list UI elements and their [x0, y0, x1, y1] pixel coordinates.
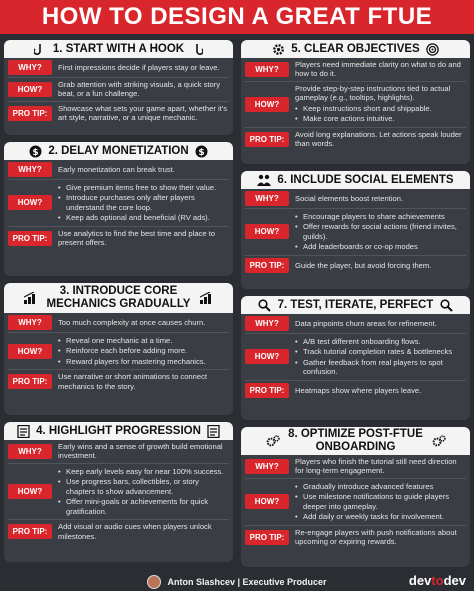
why-text: First impressions decide if players stay or leave.	[58, 62, 220, 72]
list-item: • Reveal one mechanic at a time.	[58, 336, 229, 345]
list-item: • Offer mini-goals or achievements for quick gratification.	[58, 497, 229, 516]
card-highlight-progression	[4, 422, 233, 562]
list-item: • Add daily or weekly tasks for involvement.	[295, 512, 466, 521]
how-row	[4, 464, 233, 519]
card-heading: 4. HIGHLIGHT PROGRESSION	[4, 422, 233, 440]
list-item: • Gradually introduce advanced features	[295, 482, 466, 491]
how-list	[58, 466, 229, 517]
pro-tip-row	[4, 227, 233, 250]
gears-icon	[266, 434, 280, 448]
list-item: • Track tutorial completion rates & bottlenecks	[295, 347, 466, 356]
target-icon	[426, 42, 440, 56]
card-heading: 5. CLEAR OBJECTIVES	[241, 40, 470, 58]
why-row	[4, 313, 233, 332]
card-test-iterate-perfect	[241, 296, 470, 420]
pro-tip-tag: PRO TIP:	[245, 383, 289, 398]
pro-tip-row	[241, 526, 470, 549]
pro-tip-text: Re-engage players with push notifications about upcoming or expiring rewards.	[295, 527, 457, 547]
how-list	[58, 335, 229, 367]
why-tag: WHY?	[245, 191, 289, 206]
how-list	[295, 211, 466, 253]
why-row	[241, 314, 470, 333]
pro-tip-tag: PRO TIP:	[8, 374, 52, 389]
dollar-icon	[195, 144, 209, 158]
left-column	[4, 40, 233, 569]
card-introduce-core-mechanics	[4, 283, 233, 415]
how-list	[295, 336, 466, 378]
why-row	[241, 189, 470, 208]
hook-icon	[33, 42, 47, 56]
why-tag: WHY?	[8, 315, 52, 330]
list-item: • Introduce purchases only after players understand the core loop.	[58, 193, 229, 212]
how-row	[241, 209, 470, 255]
pro-tip-text: Heatmaps show where players leave.	[295, 385, 422, 395]
pro-tip-text: Use narrative or short animations to connect mechanics to the story.	[58, 372, 207, 391]
footer	[0, 572, 474, 591]
card-heading: 1. START WITH A HOOK	[4, 40, 233, 58]
magnifier-icon	[258, 298, 272, 312]
svg-text:$: $	[32, 147, 39, 158]
list-item: • Reward players for mastering mechanics.	[58, 357, 229, 366]
list-item: • Reinforce each before adding more.	[58, 346, 229, 355]
gears-icon	[432, 434, 446, 448]
pro-tip-text: Avoid long explanations. Let actions speak louder than words.	[295, 129, 462, 149]
bar-chart-icon	[200, 291, 214, 305]
page-title: HOW TO DESIGN A GREAT FTUE	[41, 3, 433, 30]
how-list	[58, 182, 229, 224]
how-intro: Provide step-by-step instructions tied to actual gameplay (e.g., tooltips, highlights).	[295, 83, 451, 103]
pro-tip-tag: PRO TIP:	[245, 132, 289, 147]
pro-tip-tag: PRO TIP:	[245, 258, 289, 273]
brand-logo: devtodev	[408, 573, 466, 588]
list-item: • Keep ads optional and beneficial (RV ads).	[58, 213, 229, 222]
card-heading: 7. TEST, ITERATE, PERFECT	[241, 296, 470, 314]
how-row	[241, 334, 470, 380]
pro-tip-row	[241, 381, 470, 400]
pro-tip-tag: PRO TIP:	[8, 524, 52, 539]
how-tag: HOW?	[245, 97, 289, 112]
avatar	[147, 575, 161, 589]
list-item: • Add leaderboards or co-op modes	[295, 242, 466, 251]
why-text: Early monetization can break trust.	[58, 164, 175, 174]
dollar-icon	[28, 144, 42, 158]
list-item: • Use progress bars, collectibles, or story chapters to show advancement.	[58, 477, 229, 496]
how-tag: HOW?	[8, 484, 52, 499]
card-include-social-elements	[241, 171, 470, 289]
how-tag: HOW?	[8, 195, 52, 210]
why-row	[4, 160, 233, 179]
list-item: • Encourage players to share achievements	[295, 212, 466, 221]
how-row	[4, 180, 233, 226]
how-row	[4, 333, 233, 369]
people-icon	[257, 173, 271, 187]
pro-tip-row	[4, 370, 233, 393]
how-row	[241, 479, 470, 525]
pro-tip-row	[4, 520, 233, 543]
pro-tip-tag: PRO TIP:	[8, 106, 52, 121]
why-tag: WHY?	[8, 444, 52, 459]
hook-icon	[190, 42, 204, 56]
card-heading: 6. INCLUDE SOCIAL ELEMENTS	[241, 171, 470, 189]
list-item: • A/B test different onboarding flows.	[295, 337, 466, 346]
why-text: Early wins and a sense of growth build emotional investment.	[58, 442, 223, 461]
list-item: • Gather feedback from real players to spot confusion.	[295, 358, 466, 377]
how-tag: HOW?	[8, 82, 52, 97]
author-credit: Anton Slashcev | Executive Producer	[167, 576, 327, 587]
why-tag: WHY?	[245, 459, 289, 474]
card-delay-monetization	[4, 142, 233, 276]
why-text: Social elements boost retention.	[295, 193, 404, 203]
card-heading: 8. OPTIMIZE POST-FTUE ONBOARDING	[241, 427, 470, 455]
why-row	[241, 58, 470, 81]
right-column	[241, 40, 470, 574]
why-tag: WHY?	[8, 162, 52, 177]
list-item: • Give premium items free to show their value.	[58, 183, 229, 192]
gear-icon	[271, 42, 285, 56]
how-list	[295, 481, 466, 523]
bar-chart-icon	[24, 291, 38, 305]
list-item: • Use milestone notifications to guide players deeper into gameplay.	[295, 492, 466, 511]
why-text: Players who finish the tutorial still need direction for long-term engagement.	[295, 457, 457, 476]
why-text: Too much complexity at once causes churn.	[58, 317, 206, 327]
why-text: Data pinpoints churn areas for refinement.	[295, 318, 437, 328]
list-item: • Keep instructions short and shippable.	[295, 104, 466, 113]
why-tag: WHY?	[245, 62, 289, 77]
card-clear-objectives	[241, 40, 470, 164]
list-item: • Make core actions intuitive.	[295, 114, 466, 123]
magnifier-icon	[439, 298, 453, 312]
how-row	[4, 78, 233, 101]
how-row	[241, 82, 470, 127]
how-tag: HOW?	[245, 224, 289, 239]
pro-tip-row	[4, 102, 233, 125]
checklist-icon	[16, 424, 30, 438]
how-tag: HOW?	[245, 494, 289, 509]
checklist-icon	[207, 424, 221, 438]
pro-tip-row	[241, 256, 470, 275]
how-text: Grab attention with striking visuals, a quick story beat, or a fun challenge.	[58, 80, 221, 99]
why-row	[4, 58, 233, 77]
card-start-with-hook	[4, 40, 233, 135]
pro-tip-tag: PRO TIP:	[245, 530, 289, 545]
why-tag: WHY?	[245, 316, 289, 331]
why-row	[241, 455, 470, 478]
pro-tip-text: Showcase what sets your game apart, whether it's art style, narrative, or a unique mechanic.	[58, 103, 228, 123]
how-tag: HOW?	[245, 349, 289, 364]
svg-text:$: $	[198, 147, 205, 158]
how-tag: HOW?	[8, 344, 52, 359]
pro-tip-text: Guide the player, but avoid forcing them.	[295, 260, 432, 270]
card-optimize-post-ftue	[241, 427, 470, 567]
why-tag: WHY?	[8, 60, 52, 75]
why-text: Players need immediate clarity on what to do and how to do it.	[295, 60, 461, 79]
why-row	[4, 440, 233, 463]
list-item: • Keep early levels easy for near 100% success.	[58, 467, 229, 476]
list-item: • Offer rewards for social actions (friend invites, guilds).	[295, 222, 466, 241]
card-heading: $ 2. DELAY MONETIZATION $	[4, 142, 233, 160]
pro-tip-text: Use analytics to find the best time and place to present offers.	[58, 228, 216, 248]
how-list	[295, 84, 466, 125]
pro-tip-row	[241, 128, 470, 151]
title-bar	[0, 0, 474, 34]
pro-tip-text: Add visual or audio cues when players unlock milestones.	[58, 522, 212, 541]
pro-tip-tag: PRO TIP:	[8, 231, 52, 246]
card-heading: 3. INTRODUCE CORE MECHANICS GRADUALLY	[4, 283, 233, 313]
